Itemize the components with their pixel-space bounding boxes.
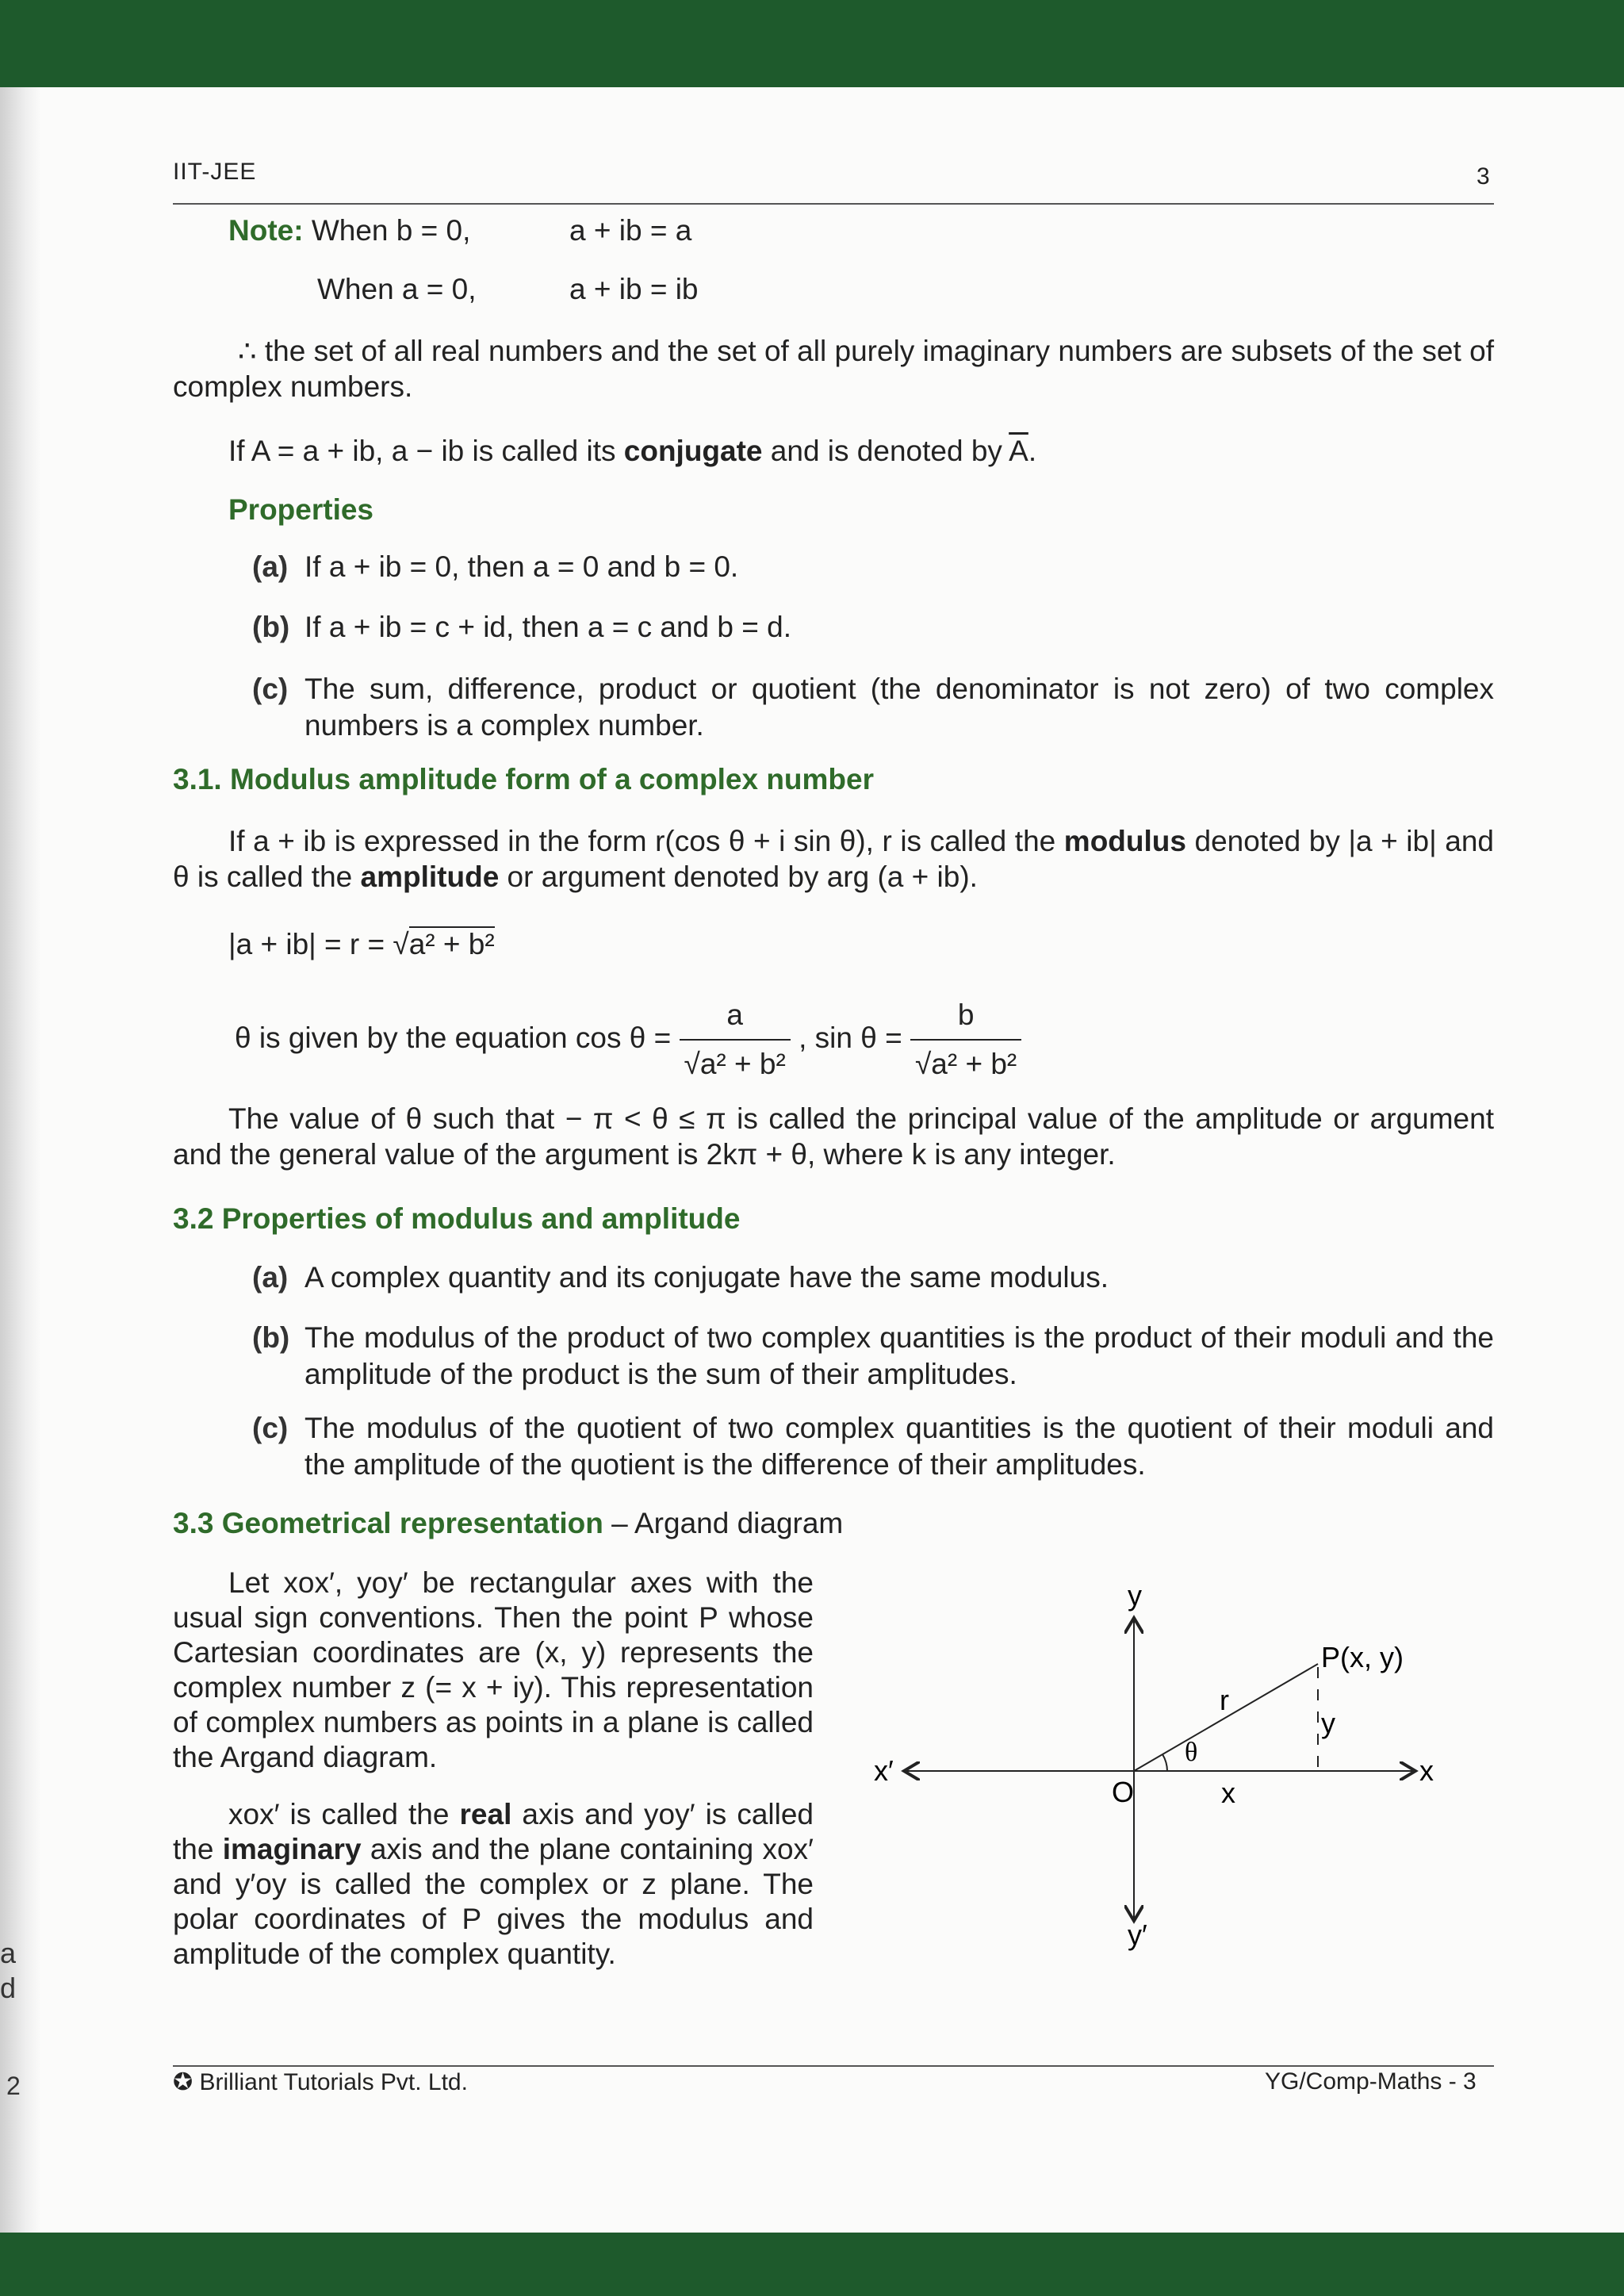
list-item: (a) If a + ib = 0, then a = 0 and b = 0. <box>252 550 739 583</box>
list-item: (a) A complex quantity and its conjugate have the same modulus. <box>252 1261 1109 1294</box>
left-edge-fragment: d <box>0 1972 17 2004</box>
note-eq-2: a + ib = ib <box>569 273 699 305</box>
y-prime-label: y′ <box>1128 1918 1147 1951</box>
y-axis-label: y <box>1128 1579 1142 1612</box>
section-heading-3-3: 3.3 Geometrical representation – Argand diagram <box>173 1507 844 1539</box>
x-prime-label: x′ <box>874 1754 894 1787</box>
subset-paragraph: ∴ the set of all real numbers and the set of all purely imaginary numbers are subsets of the set of complex numbers. <box>173 335 1494 403</box>
modulus-paragraph: If a + ib is expressed in the form r(cos θ + i sin θ), r is called the modulus denoted by |a + ib| and θ is called the amplitude or argument denoted by arg (a + ib). <box>173 825 1494 893</box>
conjugate-symbol: $\overline{A}$ <box>1009 435 1028 467</box>
header-rule <box>173 203 1494 205</box>
binding-shadow <box>0 87 41 2243</box>
left-edge-fragment: 2 <box>6 2072 21 2100</box>
bottom-green-band <box>0 2233 1624 2296</box>
radius-line <box>1134 1664 1318 1771</box>
argand-paragraph-1: Let xox′, yoy′ be rectangular axes with the usual sign conventions. Then the point P whose Cartesian coordinates are (x, y) represents the complex number z (= x + iy). This representation of complex numbers as points in a plane is called the Argand diagram. <box>173 1566 814 1773</box>
conjugate-definition: If A = a + ib, a − ib is called its conjugate and is denoted by $\overline{A}$. <box>228 435 1037 467</box>
note-eq-1: a + ib = a <box>569 214 692 247</box>
list-item: (c) The sum, difference, product or quotient (the denominator is not zero) of two complex numbers is a complex number. <box>252 673 1494 742</box>
footer-rule <box>173 2065 1494 2067</box>
logo-icon: ✪ <box>173 2069 200 2095</box>
footer-right: YG/Comp-Maths - 3 <box>1265 2068 1477 2095</box>
argand-paragraph-2: xox′ is called the real axis and yoy′ is called the imaginary axis and the plane containing xox′ and y′oy is called the complex or z plane. The polar coordinates of P gives the modulus and amplitude of the complex quantity. <box>173 1798 814 1970</box>
y-segment-label: y <box>1321 1707 1335 1739</box>
r-label: r <box>1220 1684 1229 1716</box>
note-label: Note: <box>228 214 304 247</box>
footer-left: ✪ Brilliant Tutorials Pvt. Ltd. <box>173 2069 468 2095</box>
origin-label: O <box>1112 1776 1135 1808</box>
properties-heading: Properties <box>228 493 374 526</box>
page-number: 3 <box>1477 163 1490 190</box>
x-axis-label: x <box>1419 1754 1434 1787</box>
list-item: (c) The modulus of the quotient of two complex quantities is the quotient of their moduli and the amplitude of the quotient is the difference of their amplitudes. <box>252 1412 1494 1481</box>
principal-value-paragraph: The value of θ such that − π < θ ≤ π is called the principal value of the amplitude or argument and the general value of the argument is 2kπ + θ, where k is any integer. <box>173 1102 1494 1171</box>
argand-diagram <box>856 1570 1443 1951</box>
theta-equation: θ is given by the equation cos θ = $\frac{a}{\text{√a² + b²}}$ , sin θ = $\frac{b}{\text{√a² + b²}}$ <box>235 991 1021 1088</box>
x-segment-label: x <box>1221 1777 1235 1809</box>
section-heading-3-2: 3.2 Properties of modulus and amplitude <box>173 1202 741 1235</box>
left-edge-fragment: a <box>0 1937 17 1969</box>
theta-label: θ <box>1185 1738 1198 1767</box>
point-label: P(x, y) <box>1321 1641 1404 1673</box>
list-item: (b) If a + ib = c + id, then a = c and b = d. <box>252 611 792 643</box>
section-heading-3-1: 3.1. Modulus amplitude form of a complex number <box>173 763 875 795</box>
modulus-equation: |a + ib| = r = √a² + b² <box>228 928 495 960</box>
top-green-band <box>0 0 1624 94</box>
running-header: IIT-JEE <box>173 159 257 185</box>
note-line-1: Note: When b = 0, <box>228 214 471 247</box>
angle-arc <box>1162 1754 1167 1771</box>
note-line-2: When a = 0, <box>317 273 477 305</box>
list-item: (b) The modulus of the product of two complex quantities is the product of their moduli and the amplitude of the product is the sum of their amplitudes. <box>252 1321 1494 1390</box>
